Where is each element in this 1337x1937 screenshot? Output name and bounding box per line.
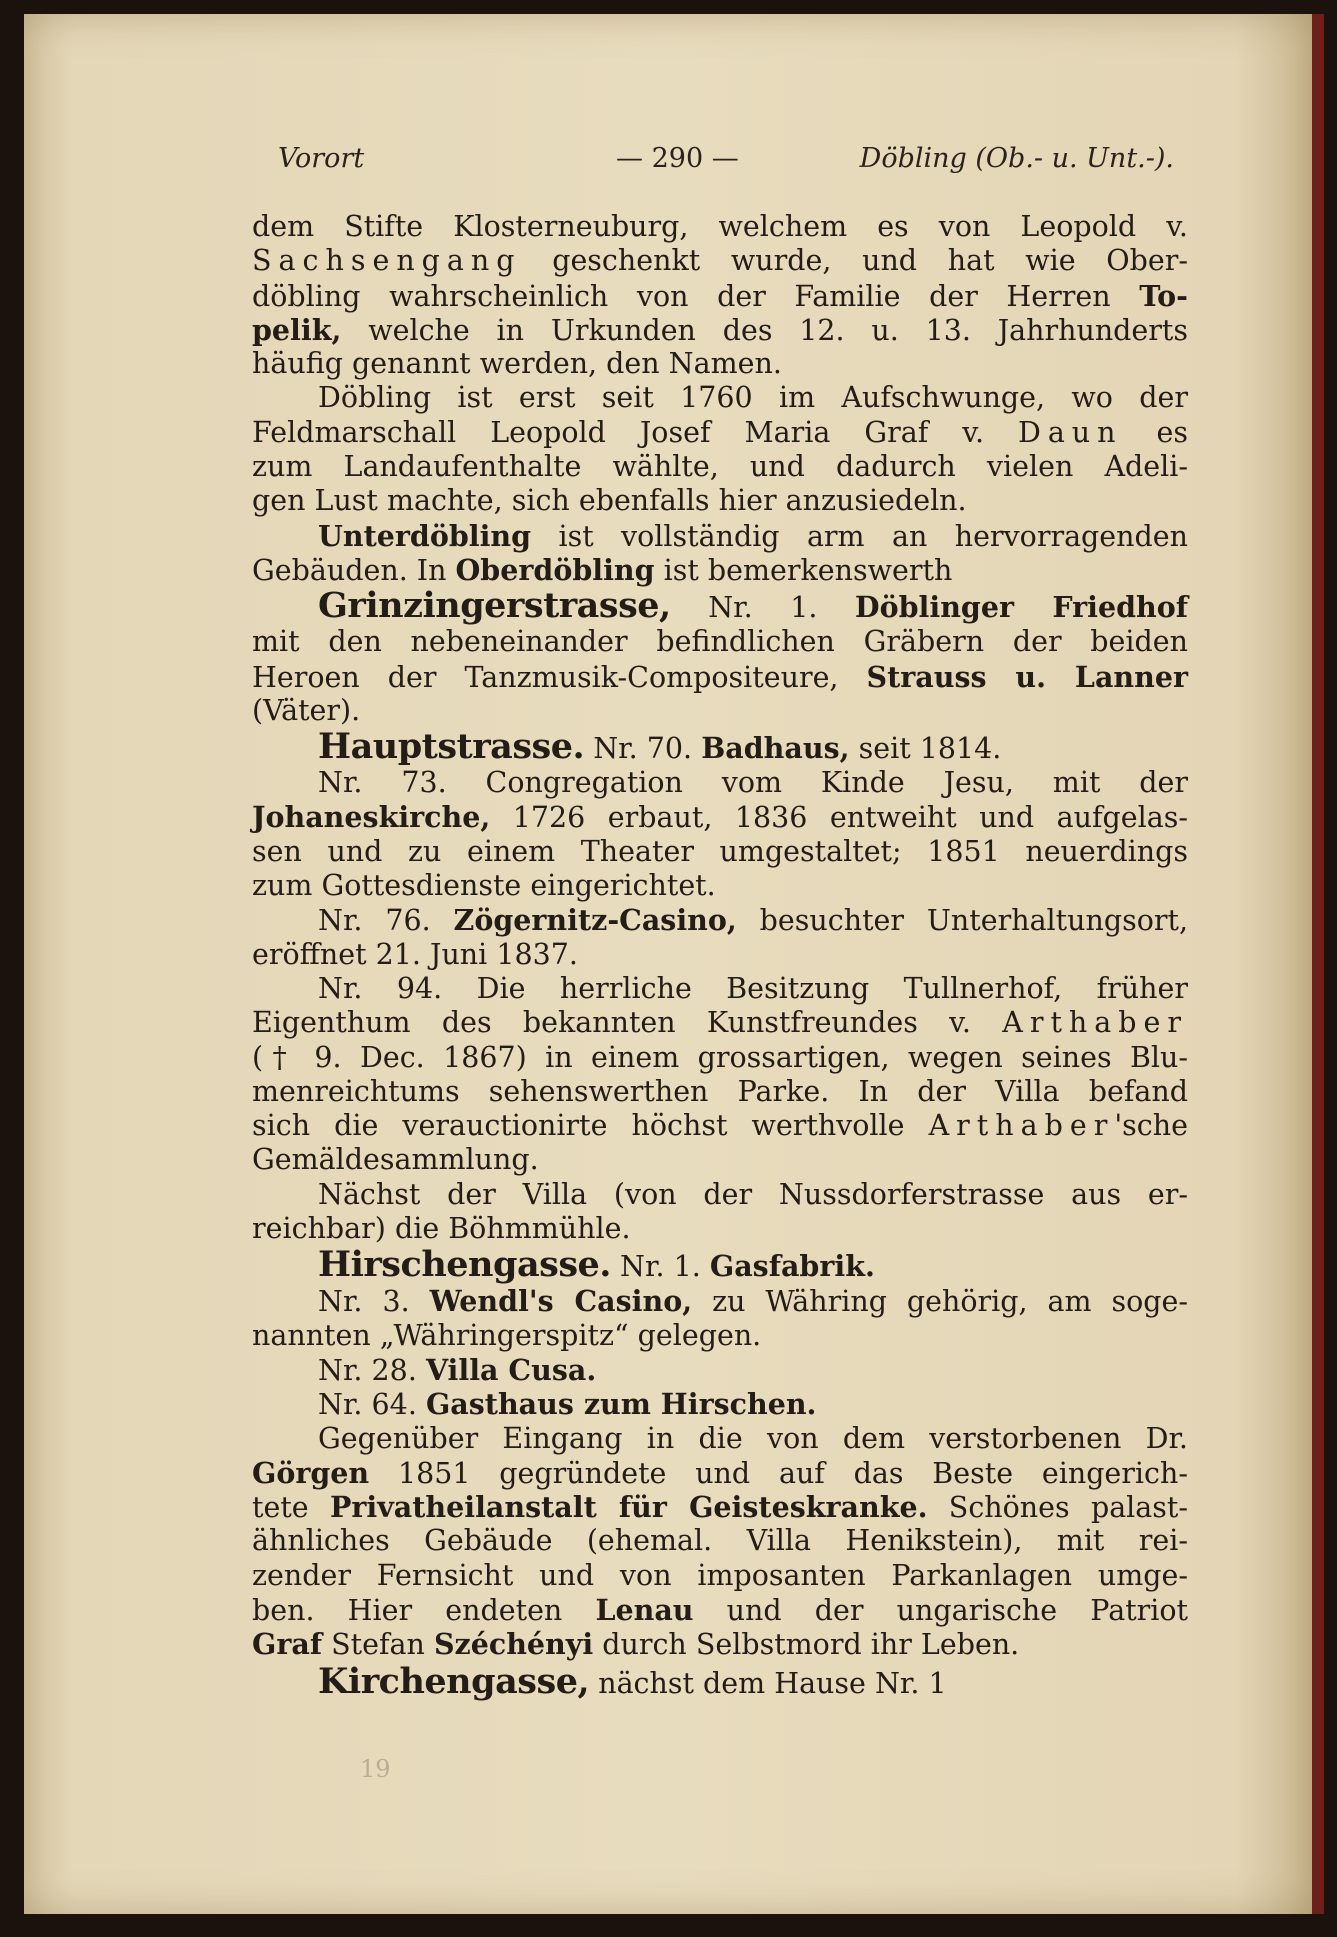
- text-line: Heroen der Tanzmusik-Compositeure, Strauss u. Lanner: [252, 659, 1189, 694]
- text-line: Nr. 28. Villa Cusa.: [318, 1352, 597, 1387]
- text-line: zum Landaufenthalte wählte, und dadurch vielen Adeli-: [252, 450, 1188, 484]
- text-line: Görgen 1851 gegründete und auf das Beste eingerich-: [252, 1455, 1188, 1490]
- text-line: Feldmarschall Leopold Josef Maria Graf v. Daun es: [252, 415, 1188, 449]
- text-line: dem Stifte Klosterneuburg, welchem es von Leopold v.: [252, 210, 1188, 243]
- street-heading-line: Kirchengasse, nächst dem Hause Nr. 1: [318, 1660, 947, 1702]
- text-line: eröffnet 21. Juni 1837.: [252, 937, 578, 971]
- text-line: nannten „Währingerspitz“ gelegen.: [252, 1318, 762, 1352]
- text-line: sich die verauctionirte höchst werthvolle Arthaber'sche: [252, 1109, 1188, 1143]
- street-heading: Kirchengasse,: [318, 1660, 590, 1702]
- text-line: Nr. 73. Congregation vom Kinde Jesu, mit der: [318, 766, 1188, 800]
- text-line: Graf Stefan Széchényi durch Selbstmord ihr Leben.: [252, 1627, 1020, 1662]
- text-line: pelik, welche in Urkunden des 12. u. 13. Jahrhunderts: [252, 312, 1188, 347]
- street-heading: Hirschengasse.: [318, 1244, 611, 1286]
- street-heading: Hauptstrasse.: [318, 726, 585, 768]
- text-line: Eigenthum des bekannten Kunstfreundes v. Arthaber: [252, 1006, 1188, 1040]
- text-line: sen und zu einem Theater umgestaltet; 1851 neuerdings: [252, 834, 1188, 868]
- street-heading: Grinzingerstrasse,: [318, 585, 671, 627]
- text-line: mit den nebeneinander befindlichen Gräbern der beiden: [252, 625, 1188, 659]
- text-line: Sachsengang geschenkt wurde, und hat wie Ober-: [252, 244, 1188, 278]
- text-line: ben. Hier endeten Lenau und der ungarische Patriot: [252, 1592, 1188, 1627]
- text-line: Johaneskirche, 1726 erbaut, 1836 entweiht und aufgelas-: [252, 800, 1188, 835]
- street-heading-line: Hauptstrasse. Nr. 70. Badhaus, seit 1814.: [318, 726, 1002, 768]
- text-line: Nr. 76. Zögernitz-Casino, besuchter Unterhaltungsort,: [318, 903, 1188, 938]
- text-line: Nächst der Villa (von der Nussdorferstrasse aus er-: [318, 1177, 1188, 1211]
- text-line: Unterdöbling ist vollständig arm an hervorragenden: [318, 518, 1188, 553]
- text-line: (Väter).: [252, 693, 361, 727]
- text-line: († 9. Dec. 1867) in einem grossartigen, wegen seines Blu-: [252, 1040, 1188, 1074]
- text-line: Nr. 64. Gasthaus zum Hirschen.: [318, 1387, 817, 1422]
- text-line: ähnliches Gebäude (ehemal. Villa Henikstein), mit rei-: [252, 1524, 1188, 1558]
- running-head-left: Vorort: [278, 143, 365, 174]
- body-text: [252, 210, 1188, 1702]
- street-heading-line: Hirschengasse. Nr. 1. Gasfabrik.: [318, 1244, 875, 1286]
- text-line: Gebäuden. In Oberdöbling ist bemerkenswerth: [252, 552, 953, 587]
- text-line: Gegenüber Eingang in die von dem verstorbenen Dr.: [318, 1421, 1188, 1455]
- text-line: gen Lust machte, sich ebenfalls hier anzusiedeln.: [252, 484, 967, 518]
- street-heading-line: Grinzingerstrasse, Nr. 1. Döblinger Friedhof: [318, 585, 1188, 627]
- text-line: Nr. 3. Wendl's Casino, zu Währing gehörig, am soge-: [318, 1284, 1188, 1319]
- text-line: reichbar) die Böhmmühle.: [252, 1212, 631, 1246]
- text-line: Gemäldesammlung.: [252, 1143, 539, 1177]
- text-line: Nr. 94. Die herrliche Besitzung Tullnerhof, früher: [318, 971, 1188, 1005]
- text-line: zum Gottesdienste eingerichtet.: [252, 869, 716, 903]
- book-spine: [1312, 14, 1324, 1914]
- text-line: döbling wahrscheinlich von der Familie der Herren To-: [252, 278, 1188, 313]
- text-line: zender Fernsicht und von imposanten Parkanlagen umge-: [252, 1558, 1188, 1592]
- text-line: häufig genannt werden, den Namen.: [252, 347, 782, 381]
- running-head: [256, 143, 1174, 179]
- page-number: — 290 —: [616, 143, 739, 174]
- text-line: menreichtums sehenswerthen Parke. In der Villa befand: [252, 1074, 1188, 1108]
- text-line: Döbling ist erst seit 1760 im Aufschwunge, wo der: [318, 381, 1188, 415]
- signature-mark: 19: [360, 1755, 391, 1783]
- text-line: tete Privatheilanstalt für Geisteskranke. Schönes palast-: [252, 1490, 1188, 1525]
- running-head-right: Döbling (Ob.- u. Unt.-).: [859, 143, 1174, 174]
